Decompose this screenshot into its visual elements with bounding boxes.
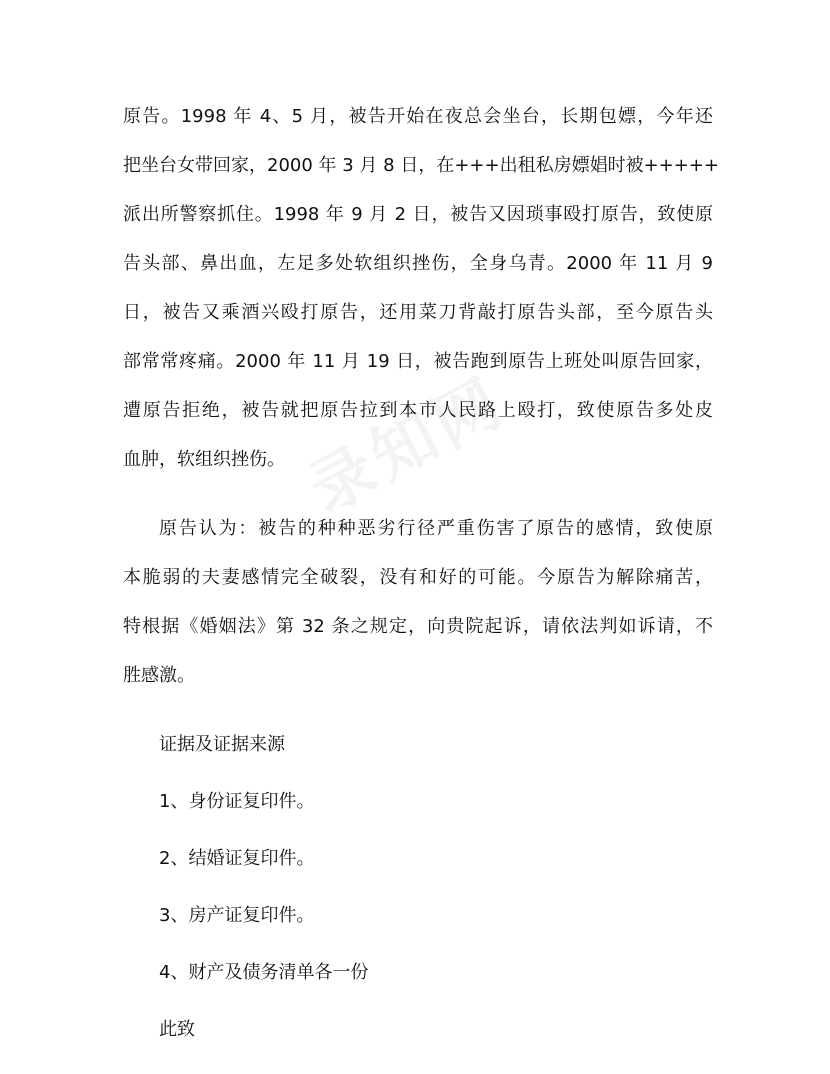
text-line: 特根据《婚姻法》第 32 条之规定，向贵院起诉，请依法判如诉请，不 (123, 616, 713, 637)
paragraph-gap (123, 484, 713, 504)
text-line: 部常常疼痛。2000 年 11 月 19 日，被告跑到原告上班处叫原告回家， (123, 351, 713, 372)
paragraph-facts (123, 92, 719, 484)
paragraph-claim (123, 504, 713, 700)
text-line: 把坐台女带回家，2000 年 3 月 8 日，在+++出租私房嫖娼时被+++++ (123, 155, 719, 176)
evidence-item: 4、财产及债务清单各一份 (159, 962, 369, 983)
text-line: 本脆弱的夫妻感情完全破裂，没有和好的可能。今原告为解除痛苦， (123, 567, 713, 588)
text-line: 原告认为：被告的种种恶劣行径严重伤害了原告的感情，致使原 (159, 518, 713, 539)
evidence-item: 3、房产证复印件。 (159, 905, 315, 926)
closing-text: 此致 (159, 1019, 195, 1040)
text-line: 遭原告拒绝，被告就把原告拉到本市人民路上殴打，致使原告多处皮 (123, 400, 713, 421)
text-line: 原告。1998 年 4、5 月，被告开始在夜总会坐台，长期包嫖，今年还 (123, 106, 713, 127)
evidence-item: 1、身份证复印件。 (159, 791, 315, 812)
text-line: 告头部、鼻出血，左足多处软组织挫伤，全身乌青。2000 年 11 月 9 (123, 253, 713, 274)
evidence-heading: 证据及证据来源 (159, 734, 285, 755)
text-line: 血肿，软组织挫伤。 (123, 449, 285, 470)
paragraph-gap (123, 700, 713, 720)
text-line: 日，被告又乘酒兴殴打原告，还用菜刀背敲打原告头部，至今原告头 (123, 302, 713, 323)
evidence-item: 2、结婚证复印件。 (159, 848, 315, 869)
text-line: 派出所警察抓住。1998 年 9 月 2 日，被告又因琐事殴打原告，致使原 (123, 204, 713, 225)
text-line: 胜感激。 (123, 665, 195, 686)
document-body (123, 92, 719, 1054)
